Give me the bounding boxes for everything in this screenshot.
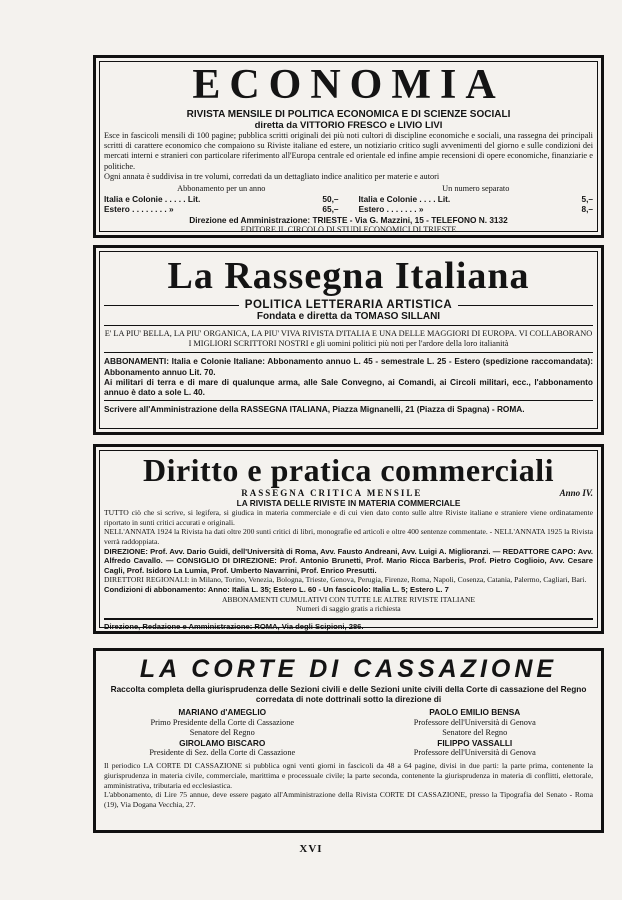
director-name: MARIANO d'AMEGLIO <box>178 707 267 718</box>
divider <box>104 400 593 401</box>
ad-index-note: Ogni annata è suddivisa in tre volumi, corredati da un dettagliato indice analitico per materie e autori <box>104 171 440 181</box>
price-value: 65,– <box>322 204 339 215</box>
director-card <box>357 738 594 758</box>
price-label: Estero . . . . . . . » <box>358 204 424 215</box>
ad-subscription: Condizioni di abbonamento: Anno: Italia L. 35; Estero L. 60 - Un fascicolo: Italia L. 5; Estero L. 7 <box>104 584 449 594</box>
price-value: 5,– <box>581 194 593 205</box>
director-role: Presidente di Sez. della Corte di Cassazione <box>149 748 296 758</box>
director-card <box>357 707 594 738</box>
price-label: Estero . . . . . . . . » <box>104 204 174 215</box>
ad-publisher: EDITORE IL CIRCOLO DI STUDI ECONOMICI DI TRIESTE <box>240 224 457 234</box>
price-value: 8,– <box>581 204 593 215</box>
ad-samples: Numeri di saggio gratis a richiesta <box>296 604 401 614</box>
annual-prices <box>104 184 339 215</box>
ad-subtitle: RIVISTA MENSILE DI POLITICA ECONOMICA E DI SCIENZE SOCIALI <box>186 109 511 120</box>
director-role: Professore dell'Università di Genova <box>413 748 536 758</box>
ad-diritto-commerciali <box>93 444 604 634</box>
director-name: GIROLAMO BISCARO <box>179 738 266 749</box>
ad-description: E' LA PIU' BELLA, LA PIU' ORGANICA, LA PIU' VIVA RIVISTA D'ITALIA E UNA DELLE MAGGIORI DI EUROPA. VI COLLABORANO I MIGLIORI SCRITTORI NOSTRI e gli uomini politici più noti per l'ardore della loro italianità <box>104 329 593 349</box>
director-role: Professore dell'Università di Genova <box>413 717 536 727</box>
price-label: Italia e Colonie . . . . Lit. <box>358 194 451 205</box>
ad-corte-cassazione <box>93 648 604 833</box>
ad-direction: DIREZIONE: Prof. Avv. Dario Guidi, dell'Università di Roma, Avv. Fausto Andreani, Avv. Luigi A. Miglioranzi. — REDATTORE CAPO: Avv. Alfredo Cavallo. — CONSIGLIO DI DIREZIONE: Prof. Antonio Brunetti, Prof. Mario Ricca Barberis, Prof. Pietro Coglioio, Avv. Cesare Cagli, Prof. Isidoro La Lumia, Prof. Umberto Navarrini, Prof. Enrico Presutti. <box>104 546 593 575</box>
ad-description: Il periodico LA CORTE DI CASSAZIONE si pubblica ogni venti giorni in fascicoli da 48 a 64 pagine, divisi in due parti: la parte prima, contenente la giurisprudenza in materia civile, commerciale, marittima e processuale civile; la parte seconda, contenente la giurisprudenza in materia di conflitti, elettorale, amministrativa, tributaria ed ecclesiastica. <box>104 761 593 790</box>
ad-rassegna-italiana <box>93 245 604 435</box>
ad-subscription: L'abbonamento, di Lire 75 annue, deve essere pagato all'Amministrazione della Rivista CORTE DI CASSAZIONE, presso la Tipografia del Senato - Roma (19), Via Dogana Vecchia, 27. <box>104 790 593 809</box>
ad-directors: diretta da VITTORIO FRESCO e LIVIO LIVI <box>254 120 443 131</box>
director-card <box>104 738 341 758</box>
director-title: Senatore del Regno <box>189 727 255 737</box>
director-role: Primo Presidente della Corte di Cassazione <box>150 717 295 727</box>
ad-title: Diritto e pratica commerciali <box>142 452 555 488</box>
ad-subtitle: Raccolta completa della giurisprudenza delle Sezioni civili e delle Sezioni unite civili della Corte di cassazione del Regno <box>110 684 587 694</box>
ad-subtitle-row <box>104 488 593 498</box>
ad-directors: Fondata e diretta da TOMASO SILLANI <box>256 311 441 322</box>
directors-grid <box>104 707 593 758</box>
price-row <box>359 204 594 214</box>
ad-description: Esce in fascicoli mensili di 100 pagine; pubblica scritti originali dei più noti cultori di discipline economiche e sociali, una rassegna dei principali scritti di carattere economico che compaiono su Riviste italiane ed estere, un notiziario critico sugli avvenimenti del giorno e sulle condizioni dei mercati interni e stranieri con particolare riferimento all'Europa centrale ed orientale ed infine ampie recensioni di opere economiche, finanziarie e politiche. <box>104 131 593 171</box>
ad-year: Anno IV. <box>559 488 593 498</box>
divider <box>104 325 593 326</box>
ad-economia <box>93 55 604 238</box>
ad-regional: DIRETTORI REGIONALI: in Milano, Torino, Venezia, Bologna, Trieste, Genova, Perugia, Firenze, Roma, Napoli, Cosenza, Catania, Palermo, Cagliari, Bari. <box>104 575 587 585</box>
director-name: PAOLO EMILIO BENSA <box>429 707 521 718</box>
single-prices <box>359 184 594 215</box>
annual-header: Abbonamento per un anno <box>177 184 266 194</box>
single-header: Un numero separato <box>442 184 510 194</box>
ad-subtitle-row <box>104 299 593 311</box>
ad-paragraph: NELL'ANNATA 1924 la Rivista ha dati oltre 200 sunti critici di libri, monografie ed articoli e oltre 400 sentenze commentate. - NELL'ANNATA 1925 la Rivista verrà raddoppiata. <box>104 527 593 546</box>
price-label: Italia e Colonie . . . . . Lit. <box>104 194 201 205</box>
divider <box>104 352 593 353</box>
ad-military-note: Ai militari di terra e di mare di qualunque arma, alle Sale Convegno, ai Comandi, ai Circoli militari, ecc., l'abbonamento annuo è dato a sole L. 40. <box>104 376 593 398</box>
ad-paragraph: TUTTO ciò che si scrive, si legifera, si giudica in materia commerciale e di cui vien dato conto sulle altre Riviste italiane e straniere viene ordinatamente riportato in sunti critici accurati e originali. <box>104 508 593 527</box>
price-row <box>359 194 594 204</box>
ad-headline: LA RIVISTA DELLE RIVISTE IN MATERIA COMMERCIALE <box>236 498 461 508</box>
page-number: XVI <box>299 843 323 855</box>
director-name: FILIPPO VASSALLI <box>437 738 513 749</box>
price-row <box>104 194 339 204</box>
price-value: 50,– <box>322 194 339 205</box>
price-table <box>104 184 593 215</box>
ad-subtitle: POLITICA LETTERARIA ARTISTICA <box>244 299 453 311</box>
ad-title: LA CORTE DI CASSAZIONE <box>139 655 558 683</box>
ad-cumulative: ABBONAMENTI CUMULATIVI CON TUTTE LE ALTRE RIVISTE ITALIANE <box>221 594 476 604</box>
divider <box>458 305 593 306</box>
ad-address: Direzione, Redazione e Amministrazione: ROMA, Via degli Scipioni, 286. <box>104 618 593 632</box>
price-row <box>104 204 339 214</box>
ad-notes: corredata di note dottrinali sotto la direzione di <box>255 694 442 705</box>
ad-subscriptions: ABBONAMENTI: Italia e Colonie Italiane: Abbonamento annuo L. 45 - semestrale L. 25 - Estero (spedizione raccomandata): Abbonamento annuo Lit. 70. <box>104 356 593 377</box>
director-title: Senatore del Regno <box>442 727 508 737</box>
ad-address: Direzione ed Amministrazione: TRIESTE - Via G. Mazzini, 15 - TELEFONO N. 3132 <box>189 214 508 225</box>
director-card <box>104 707 341 738</box>
ad-title: ECONOMIA <box>192 62 505 108</box>
ad-subtitle: RASSEGNA CRITICA MENSILE <box>241 488 423 498</box>
divider <box>104 305 239 306</box>
ad-title: La Rassegna Italiana <box>167 255 530 297</box>
ad-address: Scrivere all'Amministrazione della RASSEGNA ITALIANA, Piazza Mignanelli, 21 (Piazza di Spagna) - ROMA. <box>104 404 525 415</box>
